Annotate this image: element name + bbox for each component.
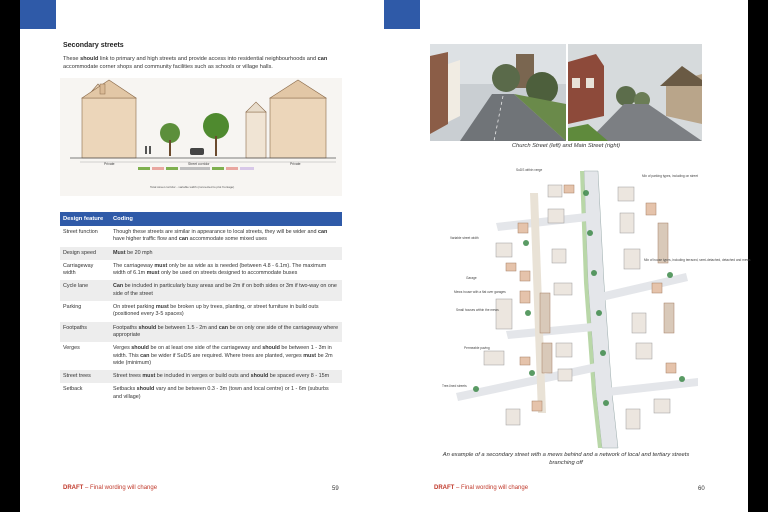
design-feature-cell: Design speed — [60, 247, 110, 260]
table-row — [60, 370, 342, 383]
table-row — [60, 383, 342, 404]
label-private-left: Private — [104, 162, 115, 166]
section-intro: These should link to primary and high streets and provide access into residential neighbourhoods and can accommodate corner shops and community facilities such as schools or village halls. — [63, 56, 328, 70]
table-row — [60, 280, 342, 301]
label-garage: Garage — [466, 276, 477, 280]
table-row — [60, 260, 342, 281]
church-street-photo — [430, 44, 566, 141]
plan-caption: An example of a secondary street with a mews behind and a network of local and tertiary streets branching off — [442, 452, 690, 466]
label-variable-width: Variable street width — [450, 236, 479, 240]
design-feature-cell: Verges — [63, 345, 80, 352]
page-number: 59 — [332, 486, 339, 492]
label-tree-lined: Tree-lined streets — [442, 384, 467, 388]
design-feature-cell: Street function — [63, 229, 98, 235]
page-59 — [20, 0, 384, 512]
table-row — [60, 301, 342, 322]
main-street-photo — [568, 44, 702, 141]
label-permeable: Permeable paving — [464, 346, 490, 350]
label-mews-houses: Mews house with a flat over garages — [454, 290, 506, 294]
page-number: 60 — [698, 486, 705, 492]
draft-label: DRAFT — [434, 485, 455, 491]
label-house-mix: Mix of house types, including terraced, semi-detached, detached and mews — [644, 258, 751, 262]
label-private-right: Private — [290, 162, 301, 166]
header-coding: Coding — [110, 212, 342, 226]
table-row — [60, 226, 342, 247]
label-street-corridor: Street corridor — [188, 162, 210, 166]
chapter-tab — [20, 0, 56, 29]
label-suds: SuDS within verge — [516, 168, 543, 172]
coding-cell: Can be included in particularly busy areas and be 2m if on both sides or 3m if two-way on one side of the street — [110, 280, 342, 301]
label-parking-mix: Mix of parking types, including on street — [642, 174, 698, 178]
photo-caption: Church Street (left) and Main Street (right) — [511, 143, 621, 149]
design-feature-cell: Parking — [63, 304, 82, 311]
table-row — [60, 322, 342, 343]
table-row — [60, 247, 342, 260]
design-coding-table — [60, 212, 342, 404]
footer-text: – Final wording will change — [454, 485, 529, 491]
label-total-corridor: Total street corridor - variable width (connected to plot frontage) — [150, 185, 235, 189]
footer-note — [434, 485, 528, 491]
coding-cell: The carriageway must only be as wide as is needed (between 4.8 - 6.1m). The maximum width of 6.1m must only be used on streets designed to accommodate buses — [113, 262, 327, 277]
coding-cell: Street trees must be included in verges or build outs and should be spaced every 8 - 15m — [110, 370, 342, 383]
street-layout-plan — [436, 163, 751, 448]
coding-cell: Though these streets are similar in appearance to local streets, they will be wider and can have higher traffic flow and can accommodate some mixed uses — [113, 229, 328, 243]
coding-cell: Setbacks should vary and be between 0.3 - 3m (town and local centre) or 1 - 6m (suburbs and village) — [113, 386, 329, 400]
design-feature-cell: Carriageway width — [63, 262, 94, 277]
chapter-tab — [384, 0, 420, 29]
design-feature-cell: Street trees — [60, 370, 110, 383]
design-feature-cell: Footpaths — [60, 322, 110, 343]
header-design-feature: Design feature — [60, 212, 110, 226]
footer-note — [63, 485, 157, 491]
design-feature-cell: Setback — [63, 386, 83, 393]
table-row — [60, 342, 342, 370]
label-small-houses: Small houses within the mews — [456, 308, 499, 312]
section-title: Secondary streets — [63, 42, 124, 49]
page-60 — [384, 0, 751, 512]
coding-cell: On street parking must be broken up by trees, planting, or street furniture in build outs (positioned every 3-5 spaces) — [113, 304, 319, 318]
street-cross-section-diagram — [60, 78, 342, 196]
coding-cell: Must be 20 mph — [110, 247, 342, 260]
coding-cell: Verges should be on at least one side of the carriageway and should be between 1 - 3m in width. This can be wider if SuDS are required. Where trees are planted, verges must be 2m wide (minimum) — [113, 345, 333, 366]
draft-label: DRAFT — [63, 485, 84, 491]
design-feature-cell: Cycle lane — [60, 280, 110, 301]
table-header-row — [60, 212, 342, 226]
coding-cell: Footpaths should be between 1.5 - 2m and can be on only one side of the carriageway where appropriate — [110, 322, 342, 343]
footer-text: – Final wording will change — [83, 485, 158, 491]
